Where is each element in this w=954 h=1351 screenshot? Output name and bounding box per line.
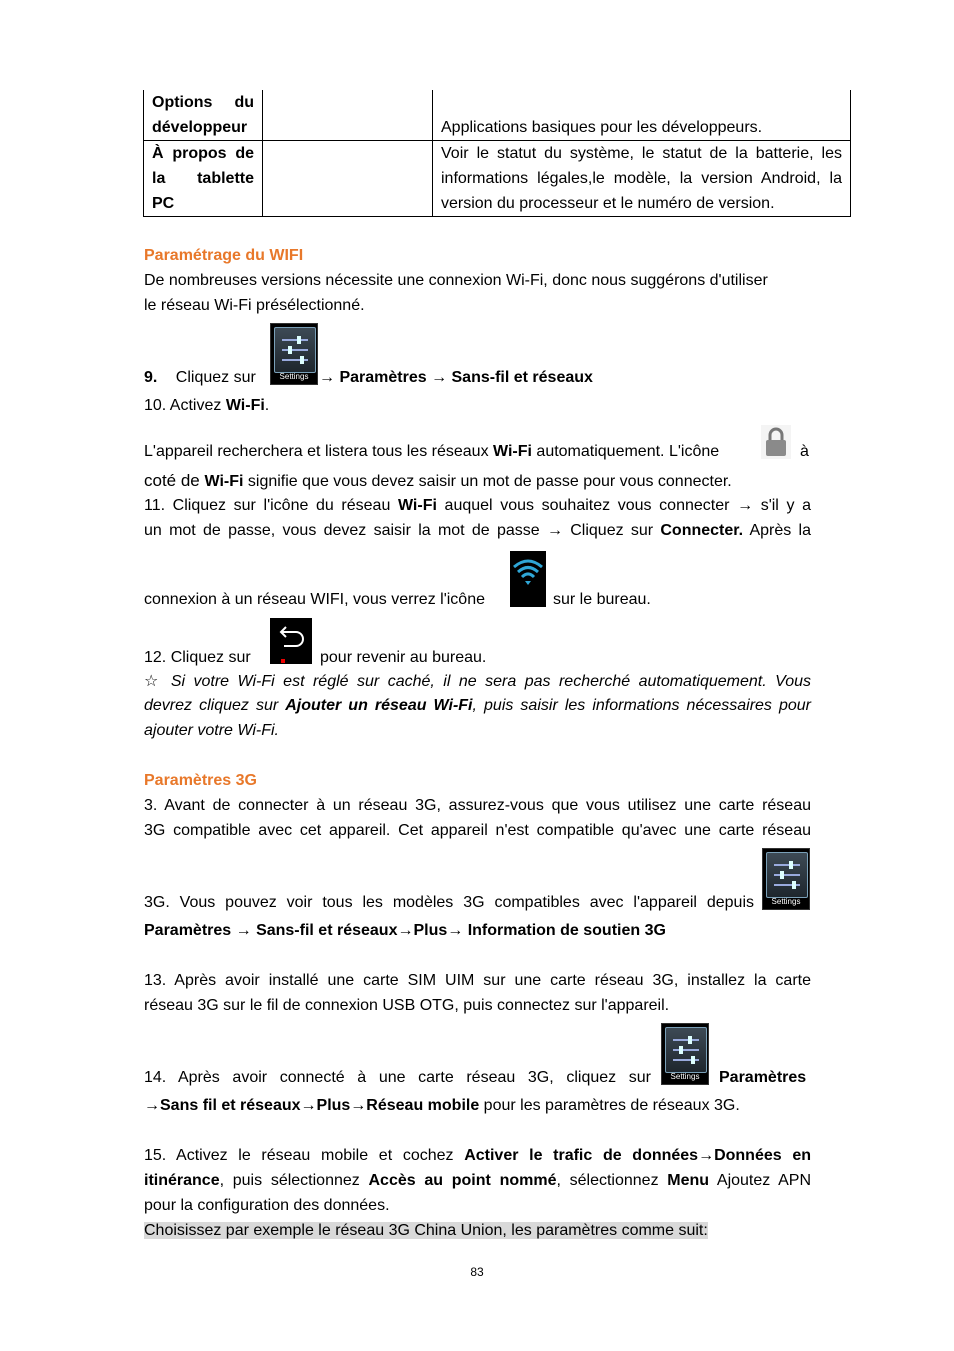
highlighted-text: Choisissez par exemple le réseau 3G China Union, les paramètres comme suit: [144, 1222, 708, 1239]
wifi-intro: De nombreuses versions nécessite une connexion Wi-Fi, donc nous suggérons d'utiliser [144, 272, 768, 289]
sliders-icon [767, 853, 807, 897]
step-bold: Menu [667, 1172, 710, 1189]
step-12: 12. Cliquez sur [144, 649, 251, 666]
step-text: , puis sélectionnez [219, 1172, 369, 1189]
step-bold: Wi-Fi [397, 497, 437, 514]
settings-caption: Settings [771, 897, 801, 906]
step-text: 10. Activez [144, 397, 226, 414]
wifi-heading: Paramétrage du WIFI [144, 247, 304, 264]
step-11 [144, 493, 811, 518]
step-15 [144, 1168, 811, 1193]
step-bold: Accès au point nommé [368, 1172, 557, 1189]
step-14-bold: Paramètres [719, 1069, 807, 1086]
example-line [144, 1218, 708, 1243]
settings-icon [661, 1023, 709, 1085]
step-3: 3G compatible avec cet appareil. Cet appareil n'est compatible qu'avec une carte réseau [144, 822, 811, 839]
step-bold: Wi-Fi [225, 397, 265, 414]
note-bold: Ajouter un réseau Wi-Fi [285, 697, 473, 714]
cell-text: du [234, 94, 254, 111]
settings-panel [766, 852, 808, 898]
step-15 [144, 1143, 811, 1168]
step-text: Ajoutez APN [709, 1172, 812, 1189]
step-11 [144, 518, 811, 543]
step-bold: Activer le trafic de données→Données en [464, 1147, 811, 1164]
step-text: Cliquez sur [175, 369, 256, 386]
back-icon [270, 618, 312, 664]
settings-icon [270, 323, 318, 385]
cell-text: développeur [152, 119, 248, 136]
step-bold: →Sans fil et réseaux→Plus→Réseau mobile [144, 1097, 480, 1114]
table-row [144, 90, 851, 141]
wifi-note [144, 693, 811, 718]
lock-para [144, 439, 719, 464]
page-number: 83 [470, 1265, 484, 1279]
table-cell-empty [263, 90, 433, 141]
table-cell-name [144, 90, 263, 141]
step-number: 9. [144, 369, 158, 386]
sliders-icon [666, 1028, 706, 1072]
step-text: pour les paramètres de réseaux 3G. [479, 1097, 740, 1114]
step-text: . [264, 397, 270, 414]
para-text: signifie que vous devez saisir un mot de passe pour vous connecter. [243, 473, 732, 490]
para-text: automatiquement. L'icône [531, 443, 720, 460]
wifi-icon [510, 551, 546, 607]
step-11: sur le bureau. [553, 591, 651, 608]
settings-panel [274, 327, 316, 373]
table-row [144, 141, 851, 217]
table-cell-desc: Voir le statut du système, le statut de la batterie, les informations légales,le modèle, la version Android, la version du processeur et le numéro de version. [433, 141, 851, 217]
cell-text: PC [152, 195, 175, 212]
lock-a: à [800, 443, 809, 460]
step-text: un mot de passe, vous devez saisir la mot de passe → Cliquez sur [144, 522, 661, 539]
wifi-note: ☆ Si votre Wi-Fi est réglé sur caché, il ne sera pas recherché automatiquement. Vous [144, 673, 811, 690]
step-text: 11. Cliquez sur l'icône du réseau [144, 497, 398, 514]
step-13: réseau 3G sur le fil de connexion USB OTG, puis connectez sur l'appareil. [144, 997, 670, 1014]
step-bold: Connecter. [660, 522, 744, 539]
step-12: pour revenir au bureau. [320, 649, 487, 666]
step-14: 14. Après avoir connecté à une carte réseau 3G, cliquez sur [144, 1069, 651, 1086]
para-bold: Wi-Fi [204, 473, 244, 490]
step-9 [144, 365, 256, 390]
step-3-path: Paramètres → Sans-fil et réseaux→Plus→ Information de soutien 3G [144, 922, 666, 939]
step-9-path: → Paramètres → Sans-fil et réseaux [319, 369, 593, 386]
note-text: devrez cliquez sur [144, 697, 286, 714]
step-10 [144, 393, 269, 418]
step-text: auquel vous souhaitez vous connecter → s'il y a [436, 497, 812, 514]
step-14 [144, 1093, 740, 1118]
sliders-icon [275, 328, 315, 372]
cell-text: tablette [197, 170, 254, 187]
settings-table [143, 90, 851, 217]
lock-icon [761, 425, 791, 459]
settings-caption: Settings [279, 372, 309, 381]
note-text: , puis saisir les informations nécessaires pour [472, 697, 811, 714]
para-text: coté de [144, 471, 205, 490]
settings-panel [665, 1027, 707, 1073]
wifi-intro: le réseau Wi-Fi présélectionné. [144, 297, 365, 314]
para-text: L'appareil recherchera et listera tous les réseaux [144, 443, 494, 460]
step-bold: itinérance [144, 1172, 220, 1189]
step-3: 3G. Vous pouvez voir tous les modèles 3G compatibles avec l'appareil depuis [144, 894, 754, 911]
settings-icon [762, 848, 810, 910]
table-cell-empty [263, 141, 433, 217]
table-cell-name [144, 141, 263, 217]
settings-caption: Settings [670, 1072, 700, 1081]
cell-text: Options [152, 94, 213, 111]
step-text: Après la [743, 522, 811, 539]
step-11: connexion à un réseau WIFI, vous verrez l'icône [144, 591, 485, 608]
step-text: , sélectionnez [556, 1172, 668, 1189]
g3-heading: Paramètres 3G [144, 772, 257, 789]
table-cell-desc: Applications basiques pour les développeurs. [433, 90, 851, 141]
lock-para-2 [144, 468, 732, 494]
step-3: 3. Avant de connecter à un réseau 3G, assurez-vous que vous utilisez une carte réseau [144, 797, 811, 814]
step-13: 13. Après avoir installé une carte SIM UIM sur une carte réseau 3G, installez la carte [144, 972, 811, 989]
para-bold: Wi-Fi [493, 443, 532, 460]
cell-text: la [152, 170, 166, 187]
wifi-note: ajouter votre Wi-Fi. [144, 722, 279, 739]
step-15: pour la configuration des données. [144, 1197, 390, 1214]
cell-text: À propos de [152, 145, 254, 162]
step-text: 15. Activez le réseau mobile et cochez [144, 1147, 465, 1164]
